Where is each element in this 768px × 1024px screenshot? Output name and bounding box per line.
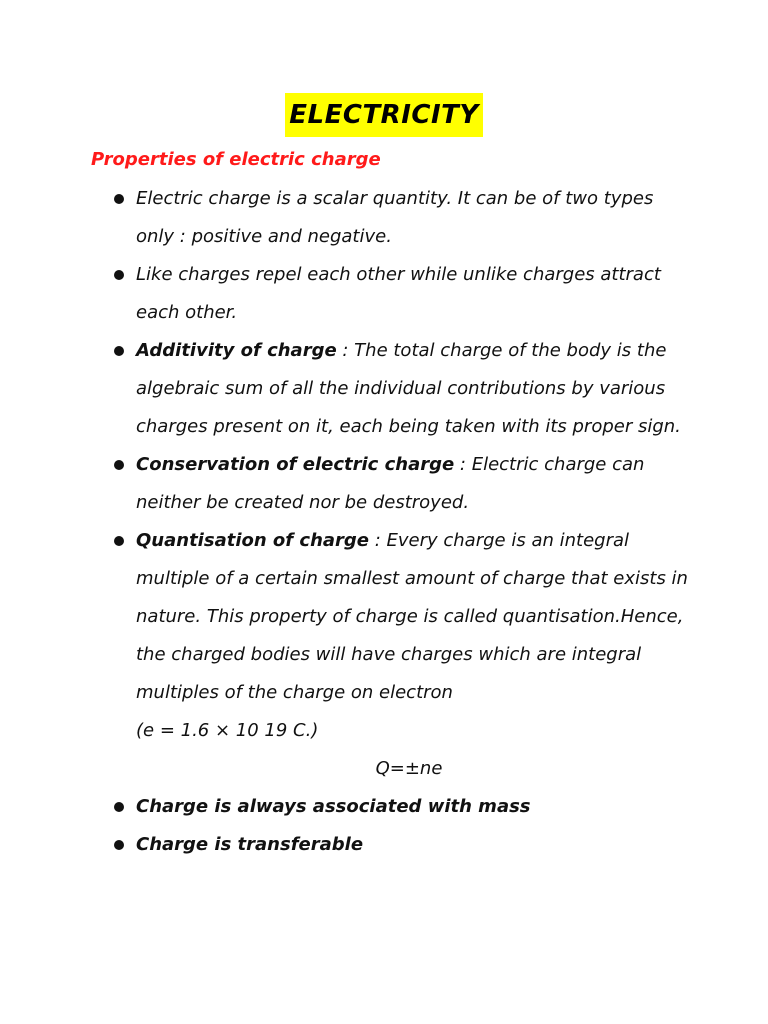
list-item (0, 256, 768, 332)
electron-charge-line: (e = 1.6 × 10 19 C.) (136, 720, 319, 741)
bullet-icon (114, 194, 124, 204)
item-text: : Every charge is an integral multiple of a certain smallest amount of charge that exists in nature. This property of charge is called quantisation.Hence, the charged bodies will have charges which are integral multiples of the charge on electron (136, 530, 688, 703)
item-term: Charge is always associated with mass (136, 796, 531, 817)
bullet-icon (114, 802, 124, 812)
list-item (0, 788, 768, 826)
item-text: : Electric charge can neither be created nor be destroyed. (136, 454, 645, 513)
item-term: Charge is transferable (136, 834, 364, 855)
list-item (0, 446, 768, 522)
properties-list (0, 180, 768, 864)
item-term: Quantisation of charge (136, 530, 369, 551)
bullet-icon (114, 270, 124, 280)
item-term: Conservation of electric charge (136, 454, 455, 475)
item-term: Additivity of charge (136, 340, 337, 361)
list-item (0, 826, 768, 864)
list-item (0, 332, 768, 446)
bullet-icon (114, 536, 124, 546)
title-container (0, 93, 768, 137)
list-item (0, 522, 768, 712)
charge-formula: Q=±ne (375, 758, 443, 779)
bullet-icon (114, 840, 124, 850)
section-heading: Properties of electric charge (91, 149, 381, 170)
bullet-icon (114, 460, 124, 470)
item-text: Like charges repel each other while unlike charges attract each other. (136, 264, 661, 323)
item-text: Electric charge is a scalar quantity. It can be of two types only : positive and negative. (136, 188, 654, 247)
list-item (0, 180, 768, 256)
page-title: ELECTRICITY (285, 93, 482, 137)
bullet-icon (114, 346, 124, 356)
item-text: : The total charge of the body is the algebraic sum of all the individual contributions by various charges present on it, each being taken with its proper sign. (136, 340, 681, 437)
